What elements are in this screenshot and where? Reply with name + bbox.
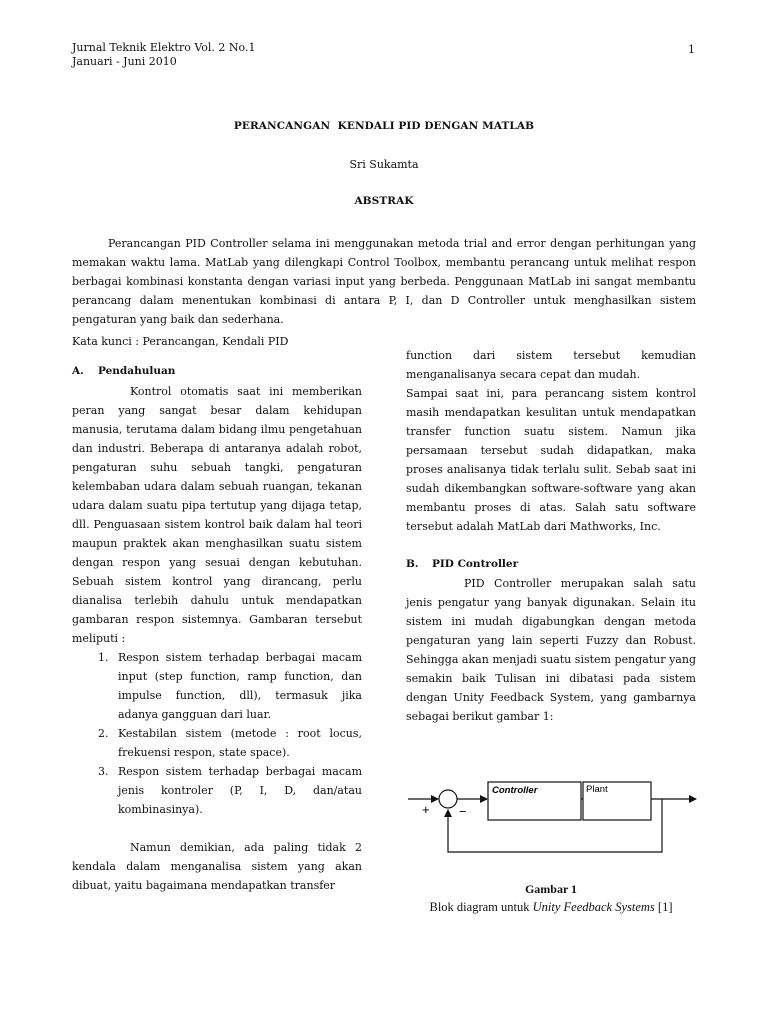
list-item — [72, 724, 362, 762]
abstract-heading: ABSTRAK — [354, 195, 414, 207]
author-name: Sri Sukamta — [349, 158, 419, 171]
controller-label: Controller — [492, 785, 538, 796]
list-number: 3. — [98, 765, 109, 778]
section-a-title: Pendahuluan — [98, 365, 176, 377]
section-b-title: PID Controller — [432, 558, 519, 570]
journal-name: Jurnal Teknik Elektro Vol. 2 No.1 — [72, 41, 256, 54]
list-item — [72, 762, 362, 819]
minus-sign: − — [459, 804, 467, 819]
plus-sign: + — [422, 802, 430, 817]
section-b-letter: B. — [406, 558, 419, 570]
section-b-heading — [406, 555, 696, 574]
figure-caption-title: Gambar 1 — [524, 882, 578, 896]
plant-label: Plant — [586, 784, 608, 795]
keywords: Kata kunci : Perancangan, Kendali PID — [72, 335, 289, 348]
caption-ref: [1] — [654, 900, 673, 914]
figure-caption — [400, 900, 702, 915]
list-number: 2. — [98, 727, 109, 740]
right-column — [406, 346, 696, 726]
abstract-text: Perancangan PID Controller selama ini menggunakan metoda trial and error dengan perhitungan yang memakan waktu lama. MatLab yang dilengkapi Control Toolbox, membantu perancang untuk melihat respon berbagai kombinasi konstanta dengan variasi input yang berbeda. Penggunaan MatLab ini sangat membantu perancang dalam menentukan kombinasi di antara P, I, dan D Controller untuk menghasilkan sistem pengaturan yang baik dan sederhana. — [72, 237, 696, 326]
paper-title: PERANCANGAN KENDALI PID DENGAN MATLAB — [233, 120, 535, 132]
caption-italic: Unity Feedback Systems — [532, 900, 655, 914]
list-number: 1. — [98, 651, 109, 664]
intro-paragraph: Kontrol otomatis saat ini memberikan peran yang sangat besar dalam kehidupan manusia, terutama dalam bidang ilmu pengetahuan dan industri. Beberapa di antaranya adalah robot, pengaturan suhu sebuah tangki, pengaturan kelembaban udara dalam sebuah ruangan, tekanan udara dalam suatu pipa tertutup yang dijaga tetap, dll. Penguasaan sistem kontrol baik dalam hal teori maupun praktek akan menghasilkan suatu sistem dengan respon yang sesuai dengan kebutuhan. Sebuah sistem kontrol yang dirancang, perlu dianalisa terlebih dahulu untuk mendapatkan gambaran respon sistemnya. Gambaran tersebut meliputi : — [72, 385, 362, 645]
constraints-paragraph: Namun demikian, ada paling tidak 2 kendala dalam menganalisa sistem yang akan dibuat, yaitu bagaimana mendapatkan transfer — [72, 841, 362, 892]
section-a-letter: A. — [72, 365, 84, 377]
list-text: Respon sistem terhadap berbagai macam jenis kontroler (P, I, D, dan/atau kombinasinya). — [118, 765, 362, 816]
journal-period: Januari - Juni 2010 — [72, 55, 177, 68]
block-diagram — [400, 770, 700, 860]
summing-junction — [439, 790, 457, 808]
constraints-paragraph-continued: function dari sistem tersebut kemudian menganalisanya secara cepat dan mudah. — [406, 349, 696, 381]
list-text: Kestabilan sistem (metode : root locus, frekuensi respon, state space). — [118, 727, 362, 759]
page-number: 1 — [688, 43, 695, 56]
pid-paragraph: PID Controller merupakan salah satu jenis pengatur yang banyak digunakan. Selain itu sistem ini mudah digabungkan dengan metoda pengaturan yang lain seperti Fuzzy dan Robust. Sehingga akan menjadi suatu sistem pengatur yang semakin baik Tulisan ini dibatasi pada sistem dengan Unity Feedback System, yang gambarnya sebagai berikut gambar 1: — [406, 577, 696, 723]
list-item — [72, 648, 362, 724]
caption-prefix: Blok diagram untuk — [429, 900, 533, 914]
matlab-paragraph: Sampai saat ini, para perancang sistem kontrol masih mendapatkan kesulitan untuk mendapatkan transfer function suatu sistem. Namun jika persamaan tersebut sudah didapatkan, maka proses analisanya tidak terlalu sulit. Sebab saat ini sudah dikembangkan software-software yang akan membantu proses di atas. Salah satu software tersebut adalah MatLab dari Mathworks, Inc. — [406, 387, 696, 533]
list-text: Respon sistem terhadap berbagai macam input (step function, ramp function, dan impulse function, dll), termasuk jika adanya gangguan dari luar. — [118, 651, 362, 721]
left-column — [72, 362, 362, 895]
section-a-heading — [72, 362, 362, 381]
analysis-list — [72, 648, 362, 819]
